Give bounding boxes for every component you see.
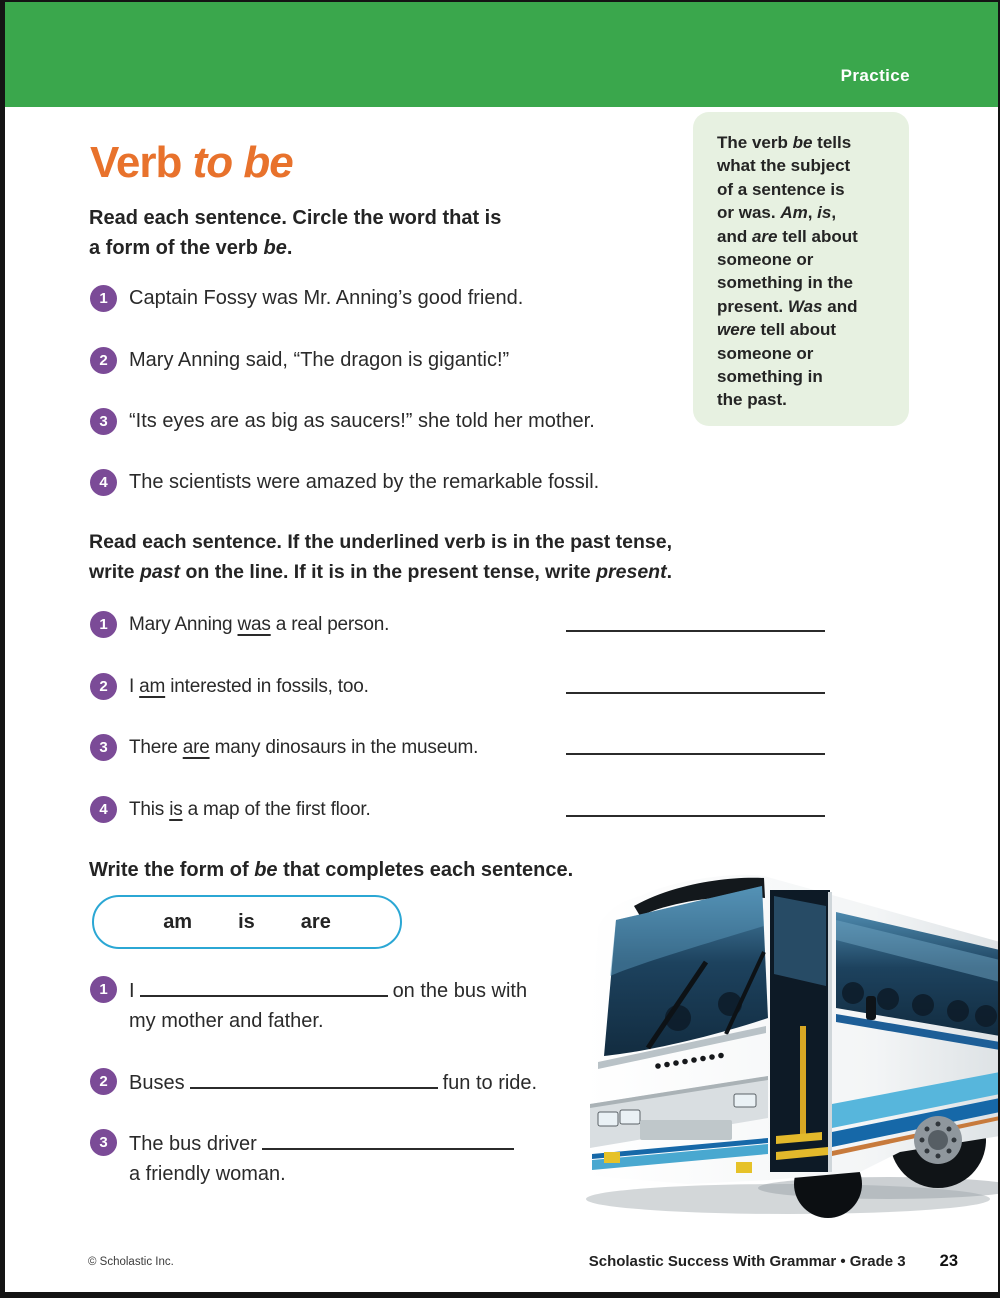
sentence: The scientists were amazed by the remarkable fossil. bbox=[129, 471, 600, 493]
answer-line[interactable] bbox=[566, 815, 825, 817]
footer-right bbox=[589, 1252, 958, 1271]
s2-item-1 bbox=[90, 610, 960, 640]
series-title: Scholastic Success With Grammar • Grade 3 bbox=[588, 1253, 906, 1270]
sentence: “Its eyes are as big as saucers!” she told her mother. bbox=[129, 410, 595, 432]
s2-item-2 bbox=[90, 672, 960, 702]
answer-blank[interactable] bbox=[140, 975, 388, 997]
sentence: I on the bus with bbox=[129, 975, 527, 1006]
answer-line[interactable] bbox=[566, 692, 825, 694]
s2-item-3 bbox=[90, 733, 960, 763]
page-border bbox=[0, 0, 5, 1298]
section1-instructions: Read each sentence. Circle the word that is a form of the verb be. bbox=[89, 207, 502, 259]
answer-blank[interactable] bbox=[262, 1128, 514, 1150]
grammar-note-text: The verb be tells what the subject of a sentence is or was. Am, is, and are tell about someone or something in the present. Was and were tell about someone or something in the past. bbox=[717, 133, 858, 410]
word-bank-word: is bbox=[238, 910, 255, 933]
sentence: Mary Anning said, “The dragon is gigantic!” bbox=[129, 349, 510, 371]
s1-item-2[interactable] bbox=[90, 346, 960, 376]
word-bank-word: am bbox=[163, 910, 193, 933]
word-bank-word: are bbox=[300, 910, 331, 933]
item-number-badge: 4 bbox=[90, 796, 117, 823]
practice-label: Practice bbox=[840, 66, 910, 85]
page-border bbox=[0, 1292, 1000, 1298]
word-bank bbox=[92, 895, 402, 949]
answer-line[interactable] bbox=[566, 630, 825, 632]
sentence: I am interested in fossils, too. bbox=[129, 676, 369, 697]
sentence: Mary Anning was a real person. bbox=[129, 614, 390, 635]
s1-item-3[interactable] bbox=[90, 407, 960, 437]
item-number-badge: 2 bbox=[90, 1068, 117, 1095]
item-number-badge: 3 bbox=[90, 734, 117, 761]
s1-item-1[interactable] bbox=[90, 284, 960, 314]
item-number-badge: 3 bbox=[90, 408, 117, 435]
item-number-badge: 3 bbox=[90, 1129, 117, 1156]
s3-item-1-continuation: my mother and father. bbox=[129, 1010, 324, 1032]
section2-instructions: Read each sentence. If the underlined verb is in the past tense, write past on the line. If it is in the present tense, write present. bbox=[89, 531, 673, 583]
item-number-badge: 2 bbox=[90, 673, 117, 700]
sentence: Buses fun to ride. bbox=[129, 1067, 537, 1098]
page-title: Verb to be bbox=[90, 138, 293, 187]
item-number-badge: 2 bbox=[90, 347, 117, 374]
section3-instructions: Write the form of be that completes each sentence. bbox=[89, 859, 574, 881]
s1-item-4[interactable] bbox=[90, 468, 960, 498]
sentence: Captain Fossy was Mr. Anning’s good friend. bbox=[129, 287, 524, 309]
item-number-badge: 1 bbox=[90, 976, 117, 1003]
sentence: This is a map of the first floor. bbox=[129, 799, 371, 820]
s2-item-4 bbox=[90, 795, 960, 825]
page-header-banner bbox=[0, 0, 1000, 107]
sentence: There are many dinosaurs in the museum. bbox=[129, 737, 479, 758]
item-number-badge: 4 bbox=[90, 469, 117, 496]
item-number-badge: 1 bbox=[90, 285, 117, 312]
page-number: 23 bbox=[939, 1252, 958, 1270]
grammar-note-box bbox=[693, 112, 909, 426]
sentence: The bus driver bbox=[129, 1128, 519, 1159]
copyright: © Scholastic Inc. bbox=[88, 1256, 174, 1268]
answer-blank[interactable] bbox=[190, 1067, 438, 1089]
s3-item-3-continuation: a friendly woman. bbox=[129, 1163, 286, 1185]
answer-line[interactable] bbox=[566, 753, 825, 755]
bus-photo bbox=[578, 866, 1000, 1218]
item-number-badge: 1 bbox=[90, 611, 117, 638]
